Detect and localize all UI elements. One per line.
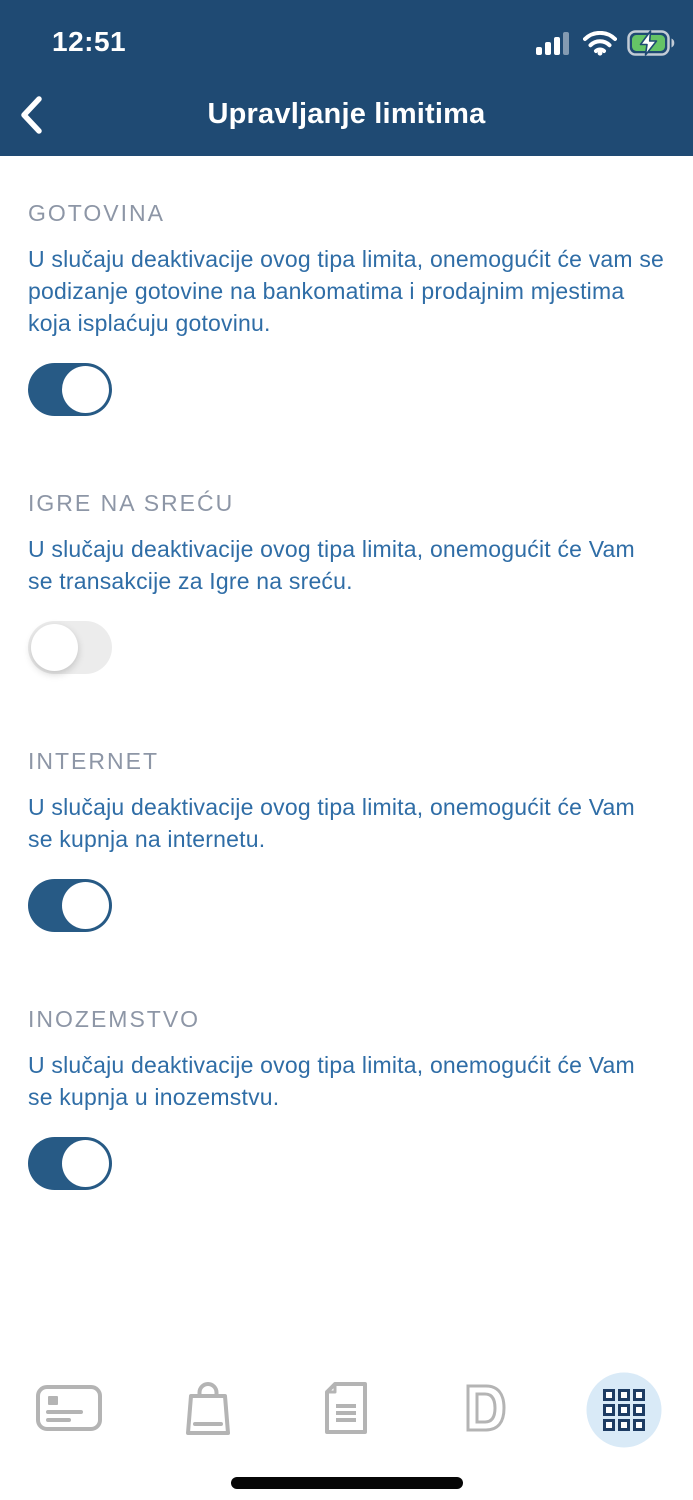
bottom-tab-bar — [0, 1340, 693, 1480]
tab-menu[interactable] — [554, 1340, 693, 1480]
limit-label: INOZEMSTVO — [28, 1006, 201, 1032]
app-header — [0, 0, 693, 156]
status-icons — [536, 30, 675, 61]
tab-diners[interactable] — [416, 1340, 555, 1480]
menu-grid-icon — [603, 1389, 645, 1431]
page-title: Upravljanje limitima — [207, 98, 486, 130]
toggle-knob — [62, 1140, 109, 1187]
tab-cards[interactable] — [0, 1340, 139, 1480]
diners-d-icon — [464, 1384, 506, 1437]
wifi-icon — [583, 31, 617, 61]
limit-section-gotovina — [28, 200, 665, 416]
limits-list — [0, 156, 693, 1264]
toggle-knob — [31, 624, 78, 671]
limit-section-igre-na-srecu — [28, 490, 665, 674]
limit-section-inozemstvo — [28, 1006, 665, 1190]
toggle-knob — [62, 882, 109, 929]
limit-section-internet — [28, 748, 665, 932]
status-bar — [0, 0, 693, 70]
nav-bar — [0, 92, 693, 142]
limit-label: INTERNET — [28, 748, 159, 774]
limit-label: GOTOVINA — [28, 200, 165, 226]
limit-description: U slučaju deaktivacije ovog tipa limita, onemogućit će vam se podizanje gotovine na bankomatima i prodajnim mjestima koja isplaćuju gotovinu. — [28, 246, 665, 336]
home-indicator[interactable] — [231, 1477, 463, 1489]
limit-label: IGRE NA SREĆU — [28, 490, 235, 516]
status-time: 12:51 — [52, 26, 127, 57]
tab-shopping[interactable] — [139, 1340, 278, 1480]
shopping-bag-icon — [183, 1379, 233, 1442]
limit-description: U slučaju deaktivacije ovog tipa limita, onemogućit će Vam se kupnja u inozemstvu. — [28, 1052, 635, 1110]
tab-documents[interactable] — [277, 1340, 416, 1480]
document-icon — [323, 1382, 369, 1439]
limit-description: U slučaju deaktivacije ovog tipa limita, onemogućit će Vam se transakcije za Igre na sreću. — [28, 536, 635, 594]
toggle-knob — [62, 366, 109, 413]
cellular-signal-icon — [536, 31, 573, 60]
toggle-igre-na-srecu[interactable] — [28, 621, 112, 674]
limit-description: U slučaju deaktivacije ovog tipa limita, onemogućit će Vam se kupnja na internetu. — [28, 794, 635, 852]
toggle-gotovina[interactable] — [28, 363, 112, 416]
battery-charging-icon — [627, 30, 675, 61]
toggle-internet[interactable] — [28, 879, 112, 932]
card-icon — [36, 1385, 102, 1436]
toggle-inozemstvo[interactable] — [28, 1137, 112, 1190]
